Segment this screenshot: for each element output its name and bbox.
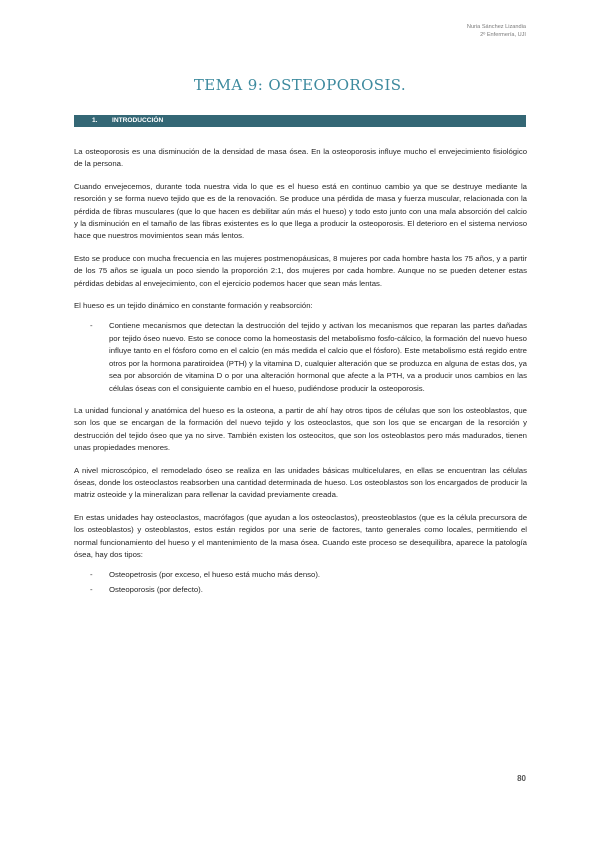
list-homeostasis (74, 320, 527, 394)
header-author-name: Nuria Sánchez Lizandia (466, 24, 526, 30)
list-item-text: Osteopetrosis (por exceso, el hueso está mucho más denso). (109, 570, 321, 580)
list-item-text: Contiene mecanismos que detectan la destrucción del tejido y activan los mecanismos que reparan las partes dañadas por tejido óseo nuevo. Esto se conoce como la homeostasis del metabolismo fosfo-cálcico, la formación del nuevo hueso influye tanto en el fósforo como en el calcio (en más medida el calcio que el fósforo). Este metabolismo está regido entre otros por la hormona paratiroidea (PTH) y la vitamina D, cualquier alteración que se produzca en alguna de estas dos, ya sea por absorción de vitamina D o por una alteración hormonal que afecte a la PTH, va a producir unos cambios en las células óseas con el consiguiente cambio en el hueso, pudiéndose producir la osteoporosis. (109, 321, 527, 393)
header-course: 2º Enfermería, UJI (480, 32, 526, 38)
page-title: TEMA 9: OSTEOPOROSIS. (193, 76, 407, 94)
paragraph-osteona: La unidad funcional y anatómica del hueso es la osteona, a partir de ahí hay otros tipos de células que son los osteoblastos, que son los que se encargan de la formación del nuevo tejido y los osteoclastos, que son los que se encargan de la resorción y destrucción del tejido óseo que ya no sirve. También existen los osteocitos, que son los osteoblastos pero más madurados, tienen unas propiedades menores. (74, 405, 527, 453)
list-item (74, 320, 527, 394)
body-text (74, 146, 527, 606)
list-item (74, 569, 527, 581)
section-heading (74, 115, 526, 127)
dash-bullet: - (90, 570, 93, 580)
paragraph-frequency: Esto se produce con mucha frecuencia en las mujeres postmenopáusicas, 8 mujeres por cada hombre hasta los 75 años, y a partir de los 75 años se iguala un poco siendo la proporción 2:1, dos mujeres por cada hombre. Aunque no se pueden detener estas pérdidas debidas al envejecimiento, con el ejercicio podemos hacer que sean más lentas. (74, 253, 527, 288)
section-number: 1. (92, 117, 98, 124)
paragraph-definition: La osteoporosis es una disminución de la densidad de masa ósea. En la osteoporosis influye mucho el envejecimiento fisiológico de la persona. (74, 147, 527, 169)
paragraph-aging: Cuando envejecemos, durante toda nuestra vida lo que es el hueso está en continuo cambio ya que se destruye mediante la resorción y se forma nuevo tejido que es de la renovación. Se produce una pérdida de masa y fuerza muscular, relacionada con la pérdida de fibras musculares (que lo que hacen es debilitar aún más el hueso) y todo esto junto con una mala absorción del calcio y la disminución en el tamaño de las fibras existentes es lo que llega a producir la osteoporosis. El deterioro en el sistema nervioso hace que nuestros movimientos sean más lentos. (74, 181, 527, 241)
paragraph-microscopic: A nivel microscópico, el remodelado óseo se realiza en las unidades básicas multicelulares, en ellas se encuentran las células óseas, donde los osteoclastos reabsorben una cantidad determinada de hueso. Los osteoblastos son los encargados de producir la matriz osteoide y la mineralizan para rellenar la cavidad previamente creada. (74, 465, 527, 500)
page-number: 80 (517, 774, 526, 783)
list-item (74, 584, 527, 596)
list-pathology-types (74, 569, 527, 596)
dash-bullet: - (90, 584, 93, 594)
section-label: INTRODUCCIÓN (112, 117, 164, 124)
list-item-text: Osteoporosis (por defecto). (109, 584, 203, 594)
paragraph-dynamic-tissue: El hueso es un tejido dinámico en constante formación y reabsorción: (74, 301, 313, 311)
dash-bullet: - (90, 321, 93, 331)
running-header (467, 23, 526, 39)
paragraph-units: En estas unidades hay osteoclastos, macrófagos (que ayudan a los osteoclastos), preosteoblastos (que es la célula precursora de los osteoblastos) y osteoblastos, estos están regidos por una serie de factores, tanto generales como locales, permitiendo el normal funcionamiento del hueso y el mantenimiento de la masa ósea. Cuando este proceso se desequilibra, aparece la patología ósea, hay dos tipos: (74, 512, 527, 559)
